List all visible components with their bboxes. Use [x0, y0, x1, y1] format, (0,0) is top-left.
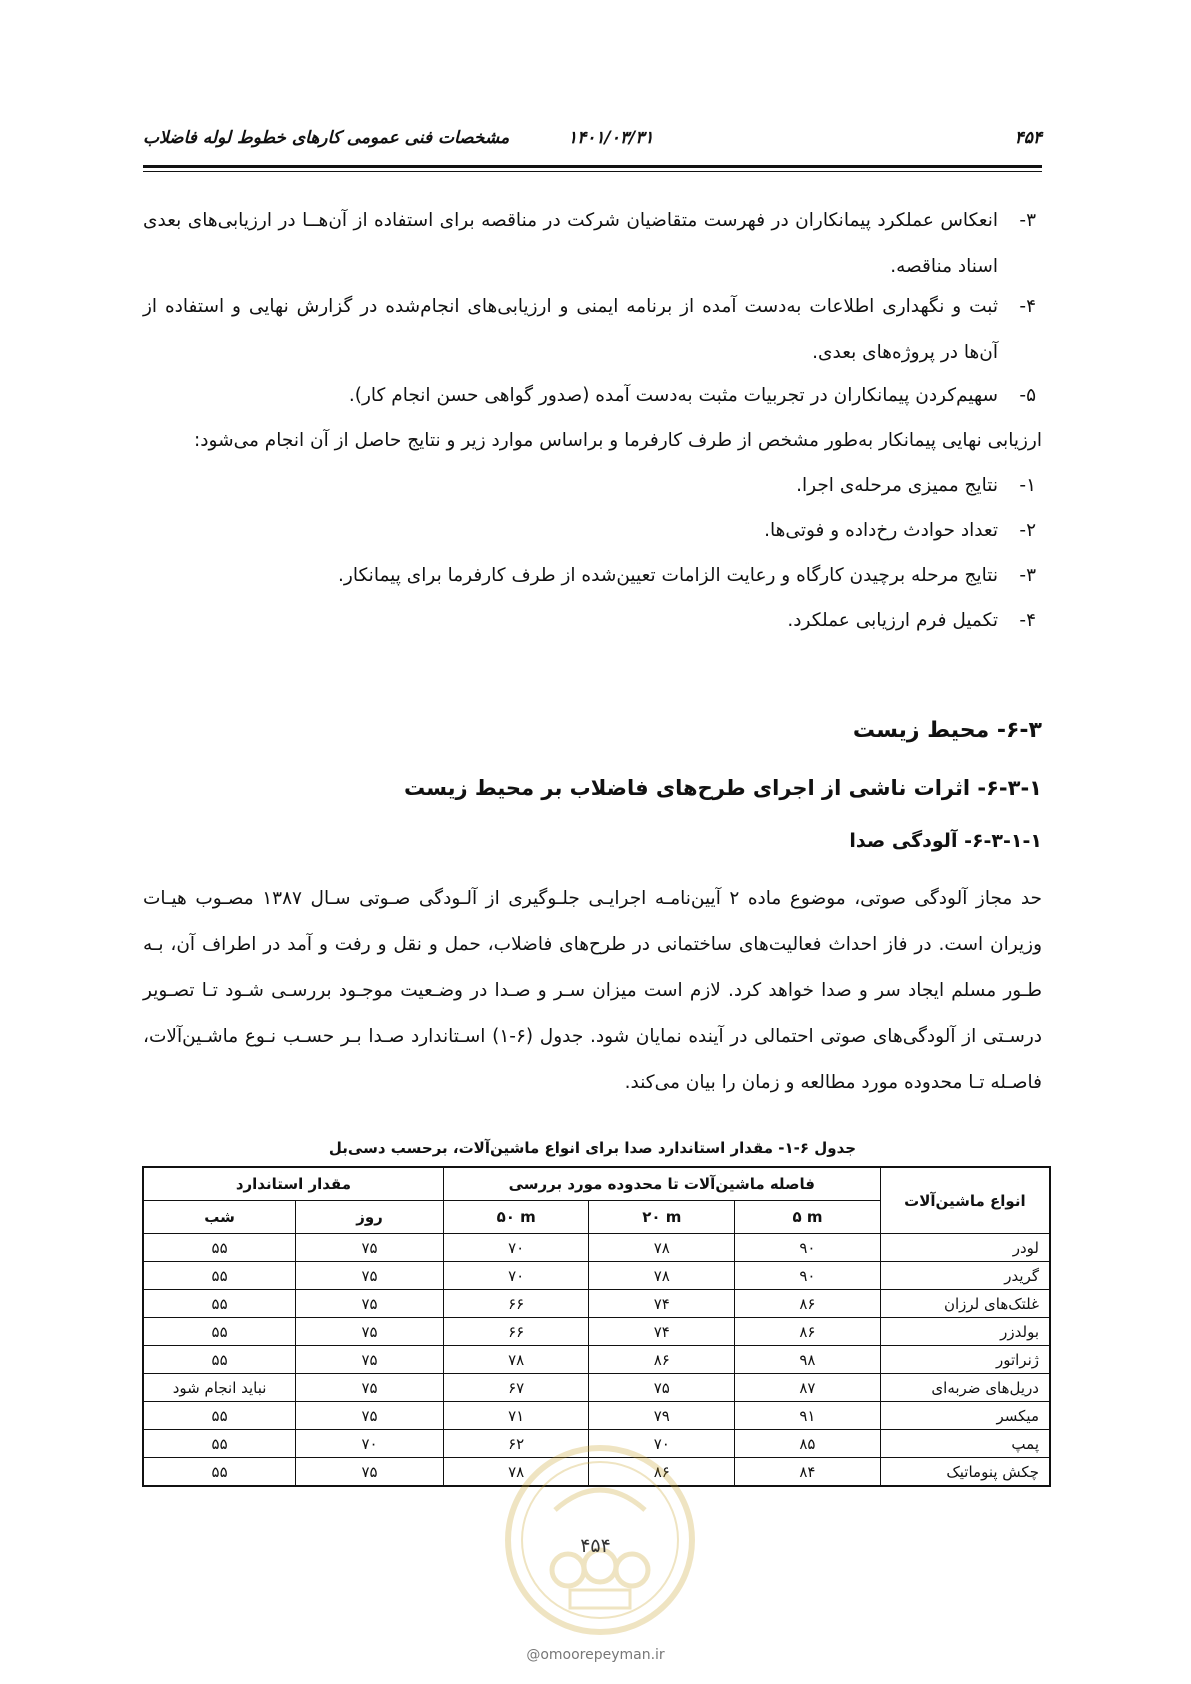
intro-paragraph: ارزیابی نهایی پیمانکار به‌طور مشخص از طرف کارفرما و براساس موارد زیر و نتایج حاصل از آن انجام می‌شود: [194, 430, 1042, 451]
cell-machine: بولدزر [880, 1318, 1050, 1346]
cell-day: ۷۰ [296, 1430, 444, 1458]
cell-day: ۷۵ [296, 1346, 444, 1374]
list-item-text: تکمیل فرم ارزیابی عملکرد. [787, 610, 998, 631]
cell-machine: میکسر [880, 1402, 1050, 1430]
footer-website: @omoorepeyman.ir [526, 1647, 665, 1663]
section-heading: ۶-۳- محیط زیست [852, 718, 1042, 743]
cell-night: ۵۵ [143, 1262, 296, 1290]
header-20m: ۲۰ m [589, 1201, 735, 1234]
table-row [143, 1374, 1050, 1402]
cell-5m: ۸۶ [735, 1290, 881, 1318]
footer-page-number: ۴۵۴ [580, 1535, 611, 1557]
list-item-number: ۴- [1019, 296, 1036, 317]
cell-50m: ۷۱ [443, 1402, 589, 1430]
list-item-text: ثبت و نگهداری اطلاعات به‌دست آمده از برنامه ایمنی و ارزیابی‌های انجام‌شده در گزارش نهایی و استفاده از آن‌ها در پروژه‌های بعدی. [143, 296, 998, 363]
body-paragraph: حد مجاز آلودگی صوتی، موضوع ماده ۲ آیین‌نامـه اجرایـی جلـوگیری از آلـودگی صـوتی سـال ۱۳۸۷ مصـوب هیـات وزیران است. در فاز احداث فعالیت‌های ساختمانی در طرح‌های فاضلاب، حمل و نقل و رفت و آمد در اطراف آن، بـه طـور مسلم ایجاد سر و صدا خواهد کرد. لازم است میزان سـر و صـدا در وضـعیت موجـود بررسـی شـود تـا تصـویر درسـتی از آلودگی‌های صوتی احتمالی در آینده نمایان شود. جدول (۶-۱) اسـتاندارد صـدا بـر حسـب نـوع ماشـین‌آلات، فاصـله تـا محدوده مورد مطالعه و زمان را بیان می‌کند. [143, 888, 1042, 1093]
cell-night: ۵۵ [143, 1458, 296, 1487]
cell-machine: ژنراتور [880, 1346, 1050, 1374]
header-machine-type: انواع ماشین‌آلات [880, 1167, 1050, 1234]
header-50m: ۵۰ m [443, 1201, 589, 1234]
header-rule-thick [143, 165, 1042, 168]
cell-night: نباید انجام شود [143, 1374, 296, 1402]
cell-day: ۷۵ [296, 1290, 444, 1318]
cell-5m: ۹۱ [735, 1402, 881, 1430]
cell-50m: ۷۸ [443, 1346, 589, 1374]
header-distance-group: فاصله ماشین‌آلات تا محدوده مورد بررسی [443, 1167, 880, 1201]
cell-20m: ۷۴ [589, 1290, 735, 1318]
cell-50m: ۶۶ [443, 1318, 589, 1346]
list-item-number: ۳- [1019, 565, 1036, 586]
cell-5m: ۹۰ [735, 1262, 881, 1290]
cell-20m: ۷۸ [589, 1262, 735, 1290]
cell-night: ۵۵ [143, 1430, 296, 1458]
cell-50m: ۷۸ [443, 1458, 589, 1487]
cell-20m: ۸۶ [589, 1346, 735, 1374]
header-title: مشخصات فنی عمومی کارهای خطوط لوله فاضلاب [143, 128, 510, 148]
cell-night: ۵۵ [143, 1402, 296, 1430]
cell-5m: ۸۶ [735, 1318, 881, 1346]
cell-day: ۷۵ [296, 1374, 444, 1402]
table-row [143, 1290, 1050, 1318]
list-item [143, 284, 1036, 376]
header-date: ۱۴۰۱/۰۳/۳۱ [568, 128, 654, 148]
list-item [143, 508, 1036, 554]
cell-20m: ۷۴ [589, 1318, 735, 1346]
cell-machine: لودر [880, 1234, 1050, 1262]
header-day: روز [296, 1201, 444, 1234]
cell-night: ۵۵ [143, 1346, 296, 1374]
cell-day: ۷۵ [296, 1234, 444, 1262]
cell-night: ۵۵ [143, 1318, 296, 1346]
cell-machine: پمپ [880, 1430, 1050, 1458]
list-item-number: ۲- [1019, 520, 1036, 541]
list-item-number: ۴- [1019, 610, 1036, 631]
header-standard-group: مقدار استاندارد [143, 1167, 443, 1201]
cell-50m: ۷۰ [443, 1262, 589, 1290]
cell-day: ۷۵ [296, 1458, 444, 1487]
list-item [143, 463, 1036, 509]
list-item [143, 598, 1036, 644]
cell-5m: ۸۷ [735, 1374, 881, 1402]
cell-50m: ۶۶ [443, 1290, 589, 1318]
list-item-text: سهیم‌کردن پیمانکاران در تجربیات مثبت به‌دست آمده (صدور گواهی حسن انجام کار). [348, 385, 998, 406]
list-item [143, 553, 1036, 599]
list-item-text: نتایج ممیزی مرحله‌ی اجرا. [796, 475, 998, 496]
table-row [143, 1346, 1050, 1374]
cell-machine: غلتک‌های لرزان [880, 1290, 1050, 1318]
cell-20m: ۸۶ [589, 1458, 735, 1487]
list-item [143, 373, 1036, 419]
cell-50m: ۶۲ [443, 1430, 589, 1458]
cell-day: ۷۵ [296, 1402, 444, 1430]
cell-5m: ۹۸ [735, 1346, 881, 1374]
list-item-text: انعکاس عملکرد پیمانکاران در فهرست متقاضیان شرکت در مناقصه برای استفاده از آن‌هــا در ارزیابی‌های بعدی اسناد مناقصه. [143, 210, 998, 277]
header-rule-thin [143, 171, 1042, 172]
cell-machine: چکش پنوماتیک [880, 1458, 1050, 1487]
page-header [143, 128, 1042, 160]
table-row [143, 1234, 1050, 1262]
noise-standard-table [142, 1166, 1051, 1487]
cell-50m: ۶۷ [443, 1374, 589, 1402]
cell-20m: ۷۸ [589, 1234, 735, 1262]
cell-machine: گریدر [880, 1262, 1050, 1290]
header-page-number: ۴۵۴ [1014, 128, 1042, 148]
cell-50m: ۷۰ [443, 1234, 589, 1262]
table-row [143, 1318, 1050, 1346]
cell-night: ۵۵ [143, 1290, 296, 1318]
cell-machine: دریل‌های ضربه‌ای [880, 1374, 1050, 1402]
list-item-text: تعداد حوادث رخ‌داده و فوتی‌ها. [764, 520, 998, 541]
cell-5m: ۸۴ [735, 1458, 881, 1487]
table-row [143, 1402, 1050, 1430]
list-item [143, 198, 1036, 290]
list-item-number: ۵- [1019, 385, 1036, 406]
subsubsection-heading: ۶-۳-۱-۱- آلودگی صدا [849, 830, 1042, 852]
cell-5m: ۸۵ [735, 1430, 881, 1458]
table-row [143, 1262, 1050, 1290]
subsection-heading: ۶-۳-۱- اثرات ناشی از اجرای طرح‌های فاضلاب بر محیط زیست [403, 776, 1042, 800]
header-5m: ۵ m [735, 1201, 881, 1234]
cell-20m: ۷۵ [589, 1374, 735, 1402]
list-item-number: ۱- [1019, 475, 1036, 496]
cell-20m: ۷۰ [589, 1430, 735, 1458]
list-item-number: ۳- [1019, 210, 1036, 231]
cell-day: ۷۵ [296, 1262, 444, 1290]
cell-5m: ۹۰ [735, 1234, 881, 1262]
list-item-text: نتایج مرحله برچیدن کارگاه و رعایت الزامات تعیین‌شده از طرف کارفرما برای پیمانکار. [338, 565, 998, 586]
header-night: شب [143, 1201, 296, 1234]
cell-night: ۵۵ [143, 1234, 296, 1262]
table-caption: جدول ۶-۱- مقدار استاندارد صدا برای انواع ماشین‌آلات، برحسب دسی‌بل [328, 1139, 857, 1157]
cell-day: ۷۵ [296, 1318, 444, 1346]
cell-20m: ۷۹ [589, 1402, 735, 1430]
